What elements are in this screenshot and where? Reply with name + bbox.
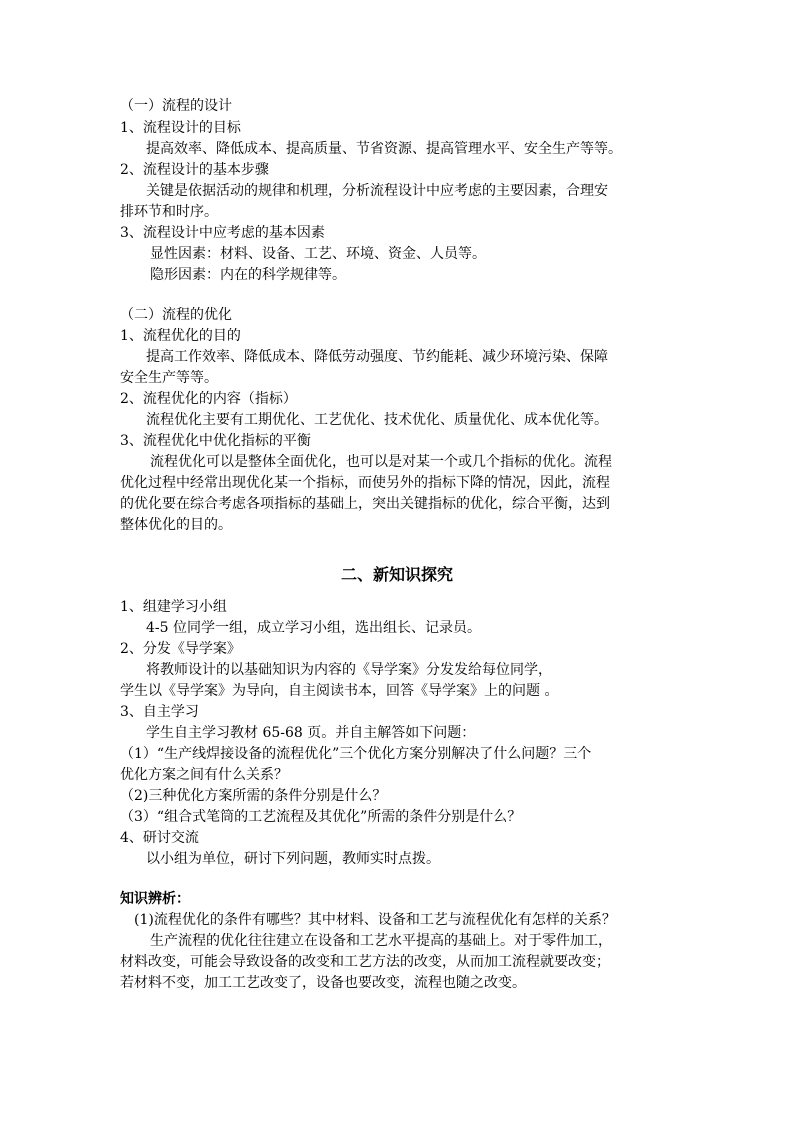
paragraph: 隐形因素：内在的科学规律等。 xyxy=(150,267,346,283)
paragraph: 优化过程中经常出现优化某一个指标，而使另外的指标下降的情况，因此，流程 xyxy=(120,475,610,491)
paragraph: 学生自主学习教材 65-68 页。并自主解答如下问题： xyxy=(146,725,476,741)
paragraph: 将教师设计的以基础知识为内容的《导学案》分发发给每位同学， xyxy=(146,662,552,678)
paragraph: 生产流程的优化往往建立在设备和工艺水平提高的基础上。对于零件加工， xyxy=(150,933,612,949)
paragraph: 显性因素：材料、设备、工艺、环境、资金、人员等。 xyxy=(150,246,486,262)
question: (1)流程优化的条件有哪些？其中材料、设备和工艺与流程优化有怎样的关系？ xyxy=(134,912,616,928)
item-heading: 2、流程优化的内容（指标） xyxy=(120,391,297,407)
question: 优化方案之间有什么关系？ xyxy=(120,767,288,783)
paragraph: 流程优化可以是整体全面优化，也可以是对某一个或几个指标的优化。流程 xyxy=(150,454,612,470)
item-heading: 1、组建学习小组 xyxy=(120,599,227,615)
item-heading: 1、流程设计的目标 xyxy=(120,120,241,136)
question: （3）“组合式笔筒的工艺流程及其优化”所需的条件分别是什么？ xyxy=(120,809,522,825)
paragraph: 关键是依据活动的规律和机理，分析流程设计中应考虑的主要因素，合理安 xyxy=(146,183,608,199)
question: （1）“生产线焊接设备的流程优化”三个优化方案分别解决了什么问题？三个 xyxy=(120,746,592,762)
item-heading: 4、研讨交流 xyxy=(120,830,199,846)
section-title: （一）流程的设计 xyxy=(120,98,232,114)
item-heading: 3、流程优化中优化指标的平衡 xyxy=(120,433,311,449)
item-heading: 2、分发《导学案》 xyxy=(120,641,241,657)
paragraph: 安全生产等等。 xyxy=(120,370,218,386)
paragraph: 以小组为单位，研讨下列问题，教师实时点拨。 xyxy=(146,851,440,867)
paragraph: 的优化要在综合考虑各项指标的基础上，突出关键指标的优化，综合平衡，达到 xyxy=(120,496,610,512)
paragraph: 流程优化主要有工期优化、工艺优化、技术优化、质量优化、成本优化等。 xyxy=(146,412,608,428)
section-heading: 二、新知识探究 xyxy=(340,565,453,584)
item-heading: 3、自主学习 xyxy=(120,704,199,720)
item-heading: 1、流程优化的目的 xyxy=(120,328,241,344)
paragraph: 提高效率、降低成本、提高质量、节省资源、提高管理水平、安全生产等等。 xyxy=(146,141,622,157)
question: （2)三种优化方案所需的条件分别是什么？ xyxy=(120,788,387,804)
section-title: （二）流程的优化 xyxy=(120,307,232,323)
paragraph: 若材料不变，加工工艺改变了，设备也要改变，流程也随之改变。 xyxy=(120,975,526,991)
paragraph: 材料改变，可能会导致设备的改变和工艺方法的改变，从而加工流程就要改变； xyxy=(120,954,610,970)
item-heading: 3、流程设计中应考虑的基本因素 xyxy=(120,225,325,241)
paragraph: 整体优化的目的。 xyxy=(120,517,232,533)
paragraph: 学生以《导学案》为导向，自主阅读书本，回答《导学案》上的问题 。 xyxy=(120,683,559,699)
paragraph: 4-5 位同学一组，成立学习小组，选出组长、记录员。 xyxy=(146,620,481,636)
paragraph: 提高工作效率、降低成本、降低劳动强度、节约能耗、减少环境污染、保障 xyxy=(146,349,608,365)
paragraph: 排环节和时序。 xyxy=(120,204,218,220)
item-heading: 2、流程设计的基本步骤 xyxy=(120,162,269,178)
section-title: 知识辨析： xyxy=(120,891,190,907)
